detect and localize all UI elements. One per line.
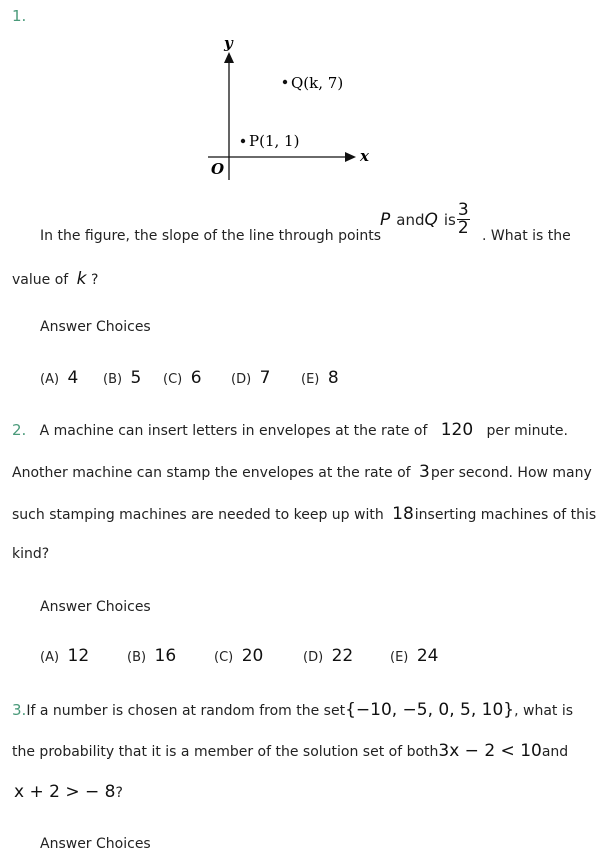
count-18: 18 [392, 504, 414, 524]
point-q-dot [283, 80, 287, 84]
question-1-number: 1. [12, 7, 27, 25]
question-2-line3: such stamping machines are needed to keep up with 18inserting machines of this [12, 504, 596, 524]
question-3-line2: the probability that it is a member of the solution set of both 3x − 2 < 10 and [12, 741, 569, 761]
question-1-slope-expression [380, 202, 470, 237]
rate-3: 3 [419, 462, 430, 482]
and-word: and [396, 210, 425, 229]
k-var: k [76, 269, 87, 289]
question-2-answer-choices-label: Answer Choices [40, 599, 151, 615]
q1-choice-b[interactable]: (B) 5 [103, 368, 142, 388]
question-2-line1: 2. A machine can insert letters in envelopes at the rate of 120 per minute. [12, 420, 568, 440]
question-2-line2: Another machine can stamp the envelopes at the rate of 3per second. How many [12, 462, 592, 482]
q2-choice-e[interactable]: (E) 24 [390, 646, 439, 666]
q1-choice-e[interactable]: (E) 8 [301, 368, 339, 388]
question-3-answer-choices-label: Answer Choices [40, 836, 151, 852]
question-3-line3: x + 2 > − 8? [14, 782, 123, 802]
coordinate-figure [200, 30, 390, 185]
inequality-1: 3x − 2 < 10 [438, 741, 542, 761]
question-1-line2: value of k ? [12, 269, 99, 289]
question-1-text-part2: . What is the [482, 228, 571, 244]
q1-choice-d[interactable]: (D) 7 [231, 368, 271, 388]
rate-120: 120 [440, 420, 474, 440]
point-p-label: P(1, 1) [249, 132, 300, 150]
point-q-label: Q(k, 7) [291, 74, 344, 92]
point-p-dot [241, 139, 245, 143]
question-3-line1: 3. If a number is chosen at random from the set {−10, −5, 0, 5, 10} , what is [12, 700, 574, 720]
q2-choice-d[interactable]: (D) 22 [303, 646, 354, 666]
point-p-var: P [380, 209, 391, 230]
question-2-line4: kind? [12, 546, 50, 562]
q1-choice-a[interactable]: (A) 4 [40, 368, 79, 388]
x-axis-label: x [360, 147, 369, 165]
q2-choice-a[interactable]: (A) 12 [40, 646, 90, 666]
origin-label: O [211, 160, 225, 178]
inequality-2: x + 2 > − 8 [14, 782, 116, 802]
is-word: is [443, 210, 456, 229]
slope-fraction: $\frac{3}{2}$ [457, 200, 469, 238]
number-set: {−10, −5, 0, 5, 10} [345, 700, 515, 720]
point-q-var: Q [424, 209, 438, 230]
question-3-number: 3. [12, 701, 27, 719]
q1-choice-c[interactable]: (C) 6 [163, 368, 202, 388]
question-1-text-part1: In the figure, the slope of the line through points [40, 228, 382, 244]
y-axis-label: y [224, 34, 233, 52]
question-1-answer-choices-label: Answer Choices [40, 319, 151, 335]
q2-choice-c[interactable]: (C) 20 [214, 646, 264, 666]
q2-choice-b[interactable]: (B) 16 [127, 646, 177, 666]
question-2-number: 2. [12, 421, 27, 439]
